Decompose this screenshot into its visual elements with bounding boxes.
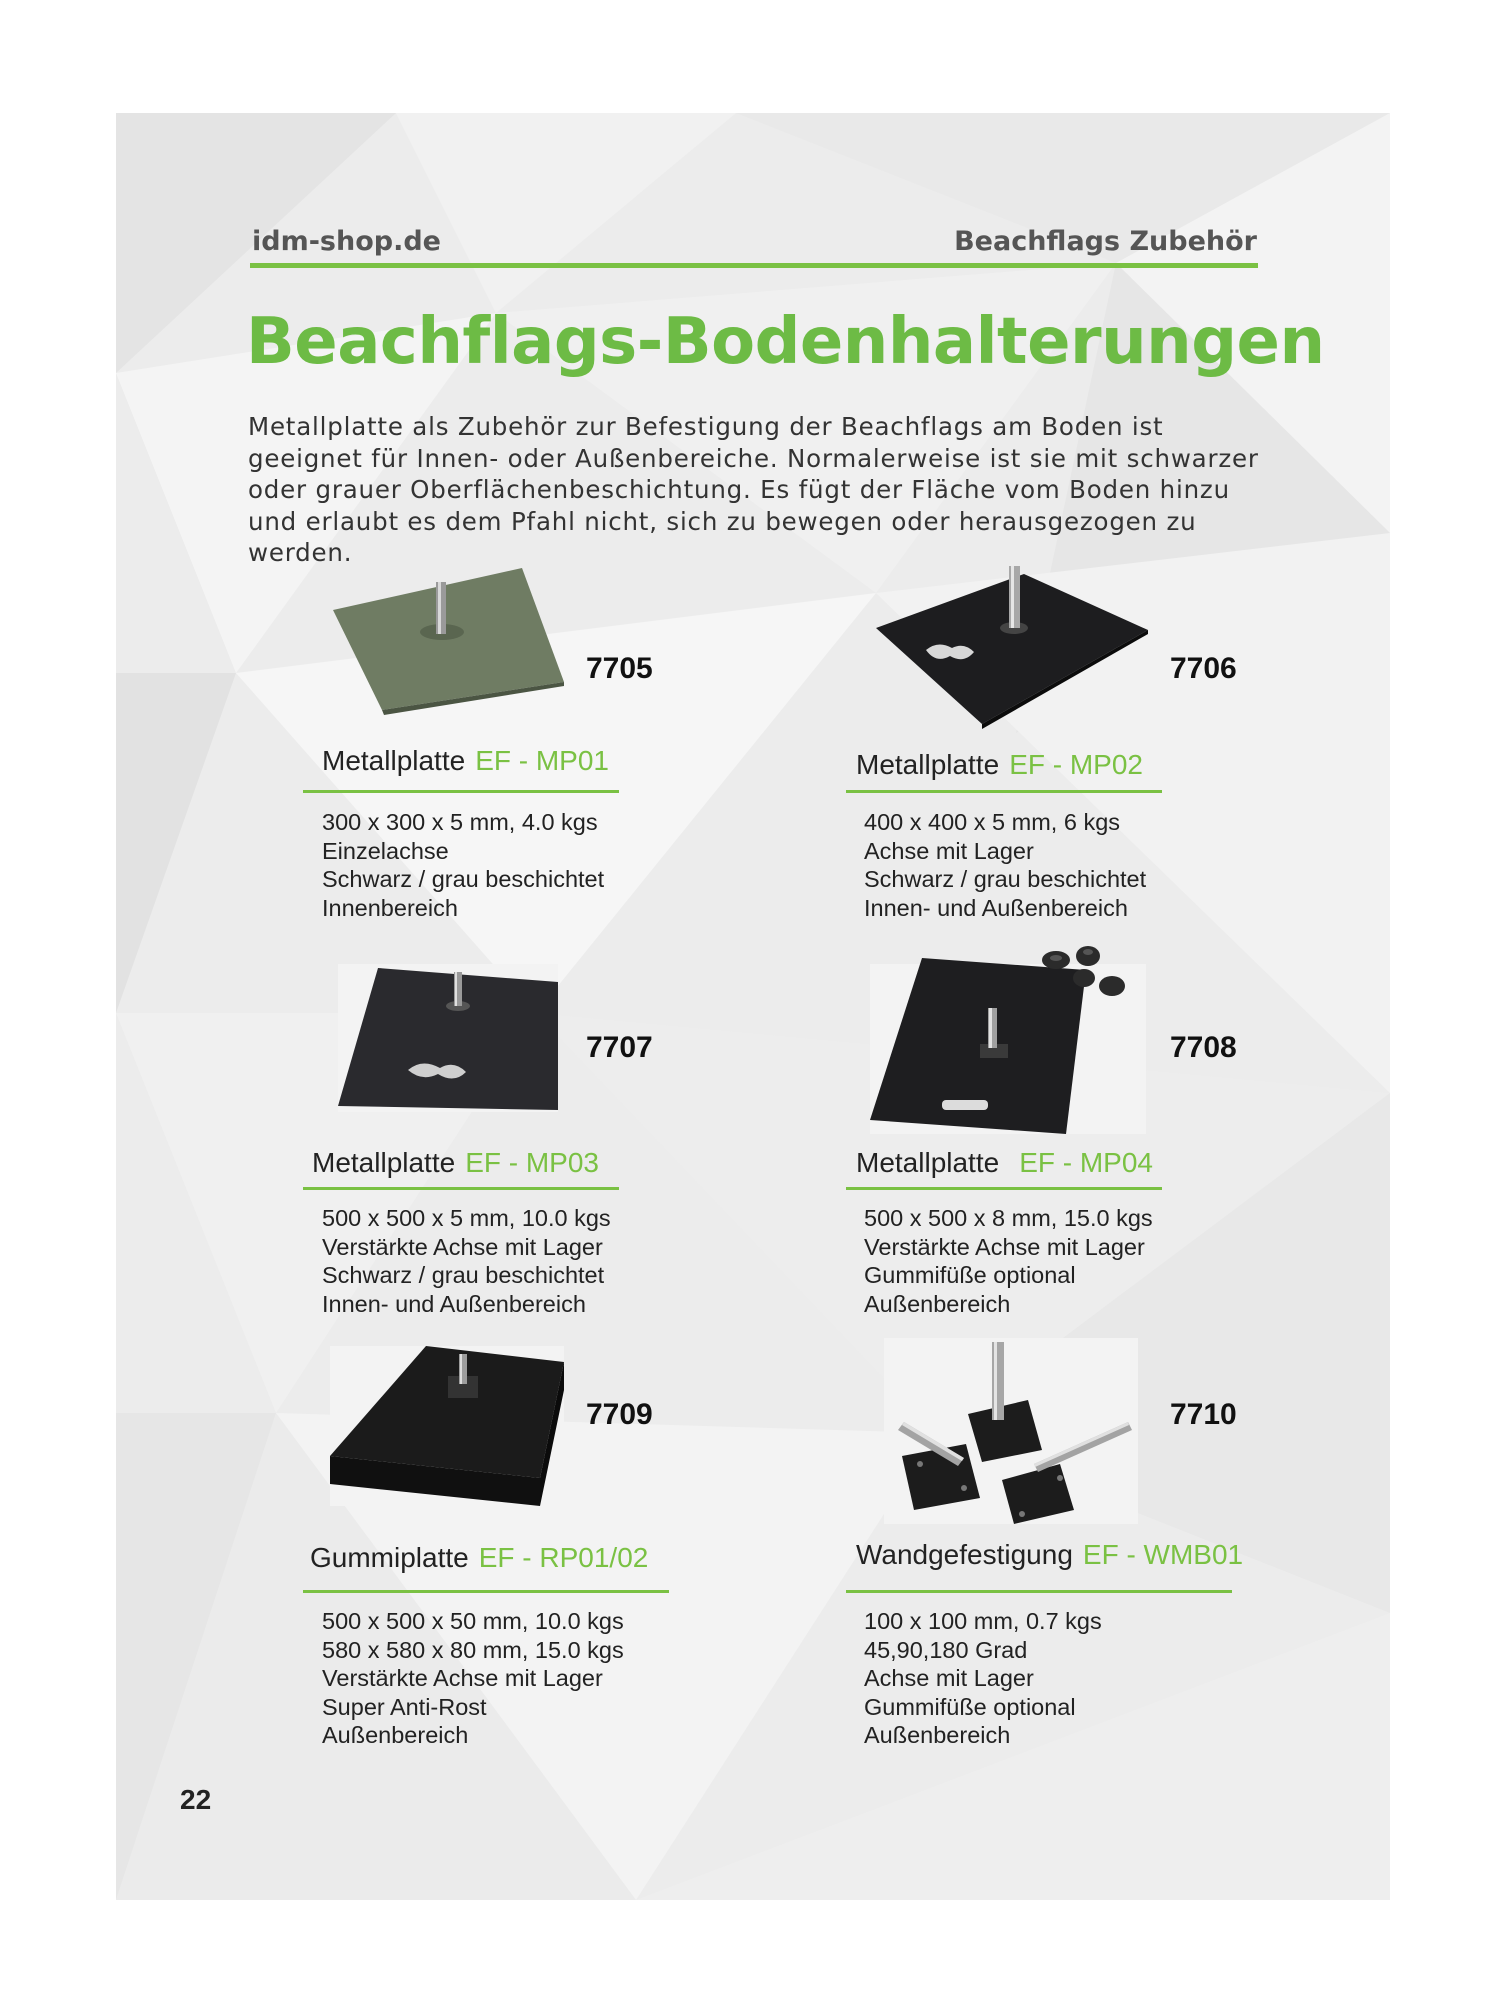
- header-divider: [250, 263, 1258, 268]
- spec-line: Achse mit Lager: [864, 1665, 1034, 1691]
- product-divider: [846, 790, 1162, 793]
- item-number: 7707: [586, 1031, 653, 1064]
- product-image-7707: [338, 964, 558, 1112]
- product-title: [312, 1147, 599, 1179]
- product-specs: [864, 808, 1146, 922]
- product-image-7710: [884, 1338, 1138, 1524]
- product-name: Metallplatte: [312, 1147, 456, 1178]
- item-number: 7706: [1170, 652, 1237, 685]
- item-number: 7708: [1170, 1031, 1237, 1064]
- product-specs: [322, 808, 604, 922]
- page-title: Beachflags-Bodenhalterungen: [246, 305, 1325, 379]
- product-title: [322, 745, 609, 777]
- spec-line: Schwarz / grau beschichtet: [322, 866, 605, 892]
- product-specs: [322, 1204, 611, 1318]
- product-name: Metallplatte: [322, 745, 466, 776]
- product-code: EF - WMB01: [1082, 1539, 1244, 1570]
- product-image-7708: [870, 944, 1146, 1134]
- item-number: 7709: [586, 1398, 653, 1431]
- intro-paragraph: Metallplatte als Zubehör zur Befestigung der Beachflags am Boden ist geeignet für Innen- oder Außenbereiche. Normalerweise ist sie mit schwarzer oder grauer Oberflächenbeschichtung. Es fügt der Fläche vom Boden hinzu und erlaubt es dem Pfahl nicht, sich zu bewegen oder herausgezogen zu werden.: [248, 412, 1259, 567]
- product-divider: [303, 790, 619, 793]
- site-name: idm-shop.de: [252, 226, 441, 257]
- product-name: Metallplatte: [856, 749, 1000, 780]
- product-title: [310, 1542, 648, 1574]
- product-code: EF - MP02: [1009, 749, 1143, 780]
- product-code: EF - RP01/02: [478, 1542, 649, 1573]
- product-divider: [303, 1590, 669, 1593]
- product-specs: [864, 1204, 1153, 1318]
- product-name: Gummiplatte: [310, 1542, 469, 1573]
- product-code: EF - MP03: [465, 1147, 599, 1178]
- spec-line: 500 x 500 x 8 mm, 15.0 kgs: [864, 1205, 1153, 1231]
- spec-line: Außenbereich: [322, 1722, 469, 1748]
- spec-line: Verstärkte Achse mit Lager: [864, 1233, 1145, 1260]
- spec-line: 300 x 300 x 5 mm, 4.0 kgs: [322, 809, 598, 835]
- spec-line: Gummifüße optional: [864, 1262, 1076, 1288]
- section-title: Beachflags Zubehör: [954, 226, 1257, 257]
- product-divider: [846, 1187, 1162, 1190]
- item-number: 7705: [586, 652, 653, 685]
- spec-line: Außenbereich: [864, 1722, 1011, 1748]
- product-title: [856, 1147, 1153, 1179]
- spec-line: 500 x 500 x 5 mm, 10.0 kgs: [322, 1205, 611, 1231]
- product-code: EF - MP01: [475, 745, 609, 776]
- spec-line: 580 x 580 x 80 mm, 15.0 kgs: [322, 1636, 624, 1663]
- product-divider: [846, 1590, 1232, 1593]
- product-divider: [303, 1187, 619, 1190]
- product-title: [856, 749, 1143, 781]
- spec-line: Super Anti-Rost: [322, 1693, 487, 1720]
- page-number: 22: [180, 1784, 212, 1815]
- spec-line: 400 x 400 x 5 mm, 6 kgs: [864, 809, 1121, 835]
- item-number: 7710: [1170, 1398, 1237, 1431]
- spec-line: 45,90,180 Grad: [864, 1636, 1028, 1663]
- spec-line: Schwarz / grau beschichtet: [864, 866, 1147, 892]
- product-specs: [864, 1607, 1102, 1750]
- spec-line: Einzelachse: [322, 837, 449, 864]
- product-image-7705: [330, 560, 570, 720]
- spec-line: Innen- und Außenbereich: [864, 894, 1128, 921]
- product-name: Wandgefestigung: [856, 1539, 1073, 1570]
- spec-line: Verstärkte Achse mit Lager: [322, 1233, 603, 1260]
- spec-line: Gummifüße optional: [864, 1693, 1076, 1720]
- product-title: [856, 1539, 1243, 1571]
- spec-line: Innenbereich: [322, 894, 458, 921]
- background-panel: [116, 113, 1390, 1900]
- product-image-7709: [330, 1346, 564, 1506]
- spec-line: Innen- und Außenbereich: [322, 1290, 586, 1317]
- product-specs: [322, 1607, 624, 1750]
- spec-line: 100 x 100 mm, 0.7 kgs: [864, 1608, 1102, 1634]
- spec-line: Achse mit Lager: [864, 837, 1034, 864]
- spec-line: 500 x 500 x 50 mm, 10.0 kgs: [322, 1608, 624, 1634]
- product-name: Metallplatte: [856, 1147, 1000, 1178]
- product-image-7706: [876, 560, 1148, 730]
- spec-line: Schwarz / grau beschichtet: [322, 1262, 605, 1288]
- spec-line: Außenbereich: [864, 1290, 1011, 1317]
- spec-line: Verstärkte Achse mit Lager: [322, 1665, 603, 1691]
- product-code: EF - MP04: [1019, 1147, 1153, 1178]
